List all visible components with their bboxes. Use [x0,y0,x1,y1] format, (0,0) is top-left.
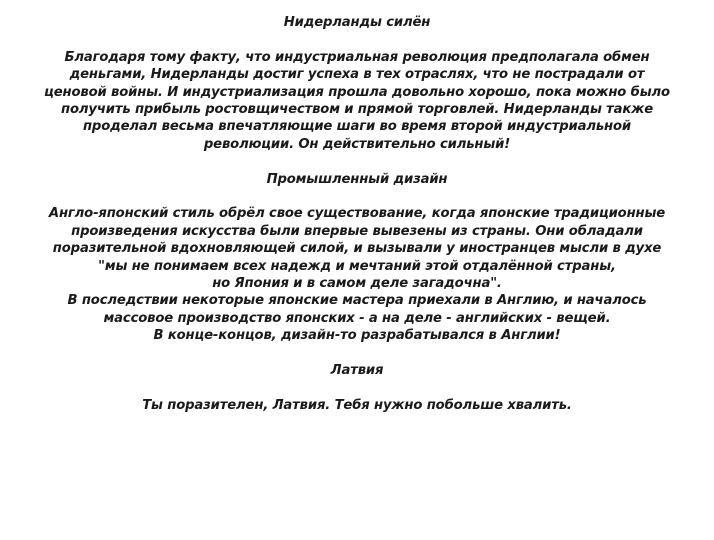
text-line: В конце-концов, дизайн-то разрабатывался в Англии! [153,328,561,344]
section-title: Латвия [330,363,384,379]
text-line: но Япония и в самом деле загадочна". [212,276,502,292]
text-line: ценовой войны. И индустриализация прошла довольно хорошо, пока можно было [44,84,670,100]
text-line: массовое производство японских - а на деле - английских - вещей. [103,310,611,326]
section-body [8,49,706,153]
text-line: Ты поразителен, Латвия. Тебя нужно побольше хвалить. [142,397,572,413]
text-line: получить прибыль ростовщичеством и прямой торговлей. Нидерланды также [61,102,653,118]
text-line: "мы не понимаем всех надежд и мечтаний этой отдалённой страны, [98,258,616,274]
text-line: революции. Он действительно сильный! [203,136,511,152]
section-industrial-design [8,171,706,345]
section-body [8,397,706,414]
text-line: Благодаря тому факту, что индустриальная революция предполагала обмен [64,49,650,65]
text-line: произведения искусства были впервые вывезены из страны. Они обладали [71,223,643,239]
section-netherlands [8,14,706,153]
section-latvia [8,362,706,414]
section-title: Нидерланды силён [283,15,431,30]
section-body [8,205,706,344]
text-line: деньгами, Нидерланды достиг успеха в тех отраслях, что не пострадали от [69,67,645,83]
text-line: проделал весьма впечатляющие шаги во время второй индустриальной [82,119,632,135]
section-title: Промышленный дизайн [266,171,448,187]
text-line: поразительной вдохновляющей силой, и вызывали у иностранцев мысли в духе [52,241,662,257]
text-line: В последствии некоторые японские мастера приехали в Англию, и началось [67,293,647,309]
text-line: Англо-японский стиль обрёл свое существование, когда японские традиционные [48,206,666,222]
